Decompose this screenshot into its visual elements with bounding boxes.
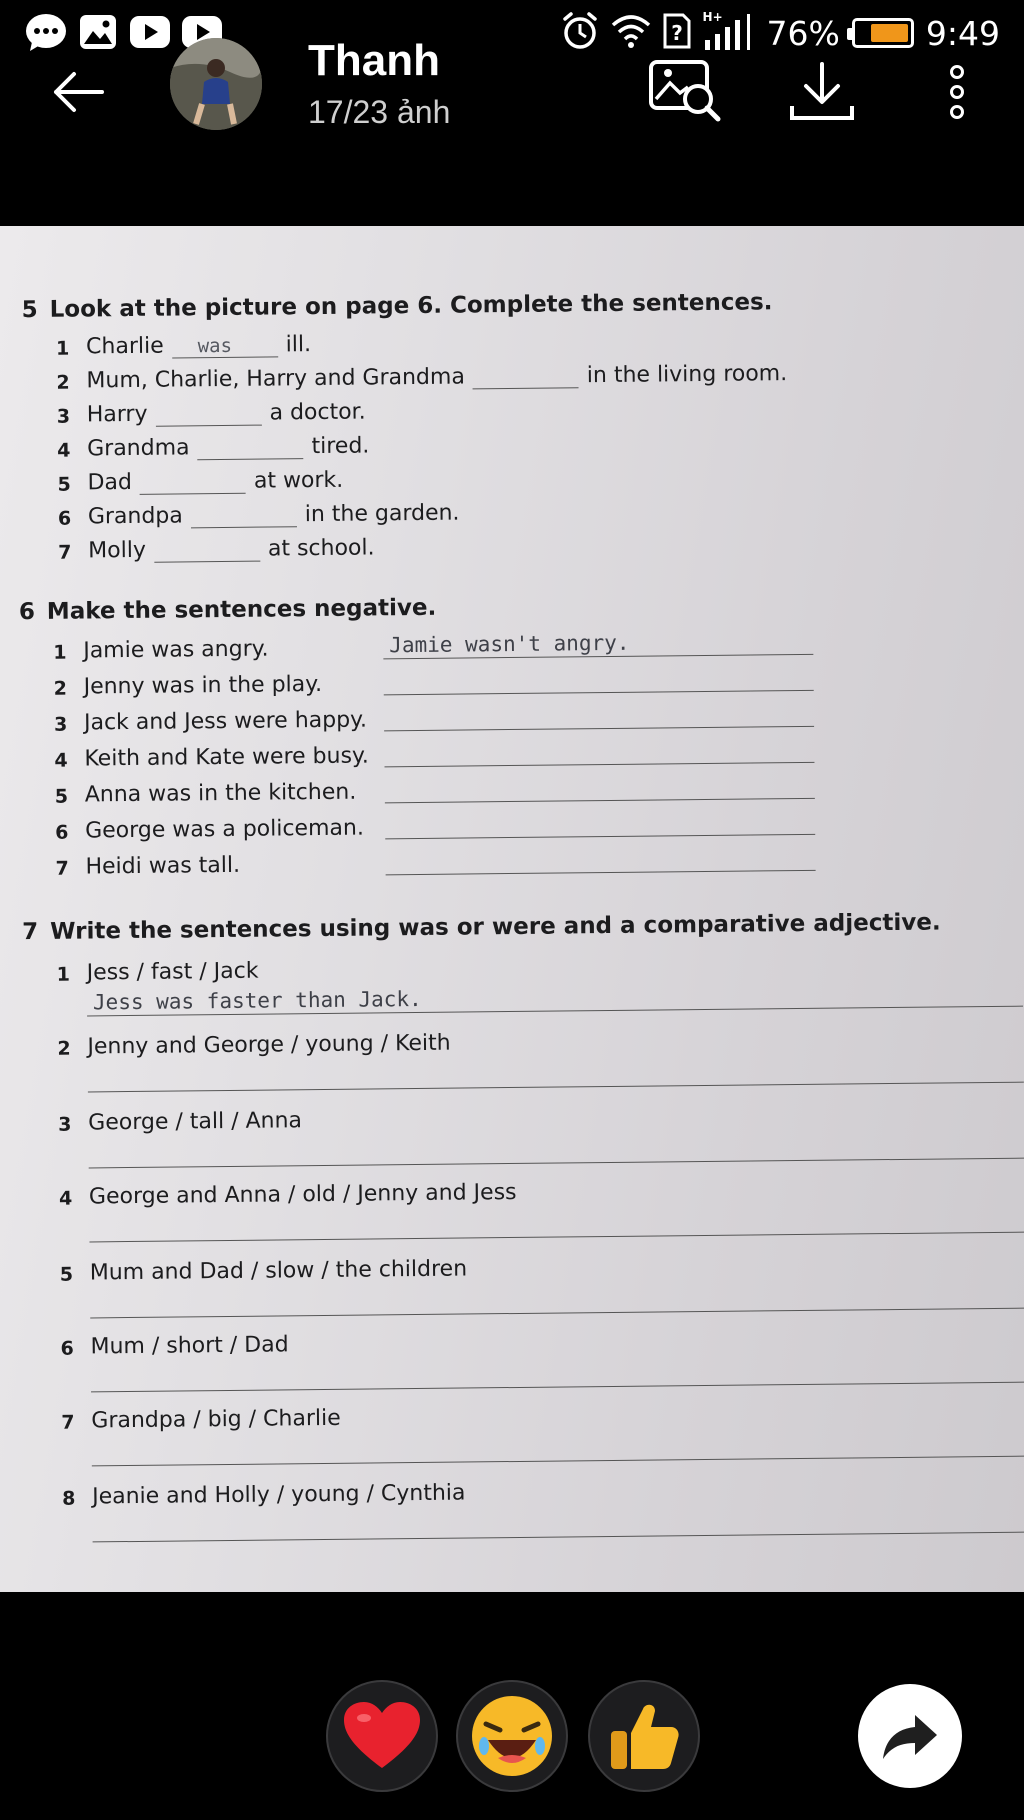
item-number: 5 [54, 785, 69, 808]
item-text: Mum / short / Dad [90, 1332, 289, 1360]
item-text: Jess / fast / Jack [86, 958, 259, 986]
answer-line [384, 733, 814, 768]
item-text: Anna was in the kitchen. [84, 779, 357, 808]
laugh-reaction-icon [470, 1694, 554, 1778]
item-text: Heidi was tall. [85, 852, 241, 880]
answer-line [385, 769, 815, 804]
item-text: Grandpa [87, 503, 183, 530]
ex7-item [58, 1108, 302, 1136]
item-number: 6 [60, 1337, 74, 1360]
answer-line [88, 1129, 1024, 1169]
battery-percent: 76% [766, 13, 840, 53]
exercise-6-heading [19, 595, 437, 625]
more-button[interactable] [932, 52, 982, 132]
exercise-7-heading [22, 910, 941, 946]
photo-viewer[interactable] [0, 226, 1024, 1592]
ex5-item [57, 400, 366, 428]
item-text: George and Anna / old / Jenny and Jess [88, 1179, 517, 1210]
item-text: Jeanie and Holly / young / Cynthia [92, 1480, 466, 1510]
answer-line [385, 805, 815, 840]
item-text: Jamie was angry. [83, 636, 269, 664]
answer-blank [191, 503, 297, 528]
item-number: 3 [53, 713, 68, 736]
answer-blank [172, 333, 278, 358]
laugh-reaction-button[interactable] [456, 1680, 568, 1792]
ex7-item [59, 1180, 517, 1210]
item-text: Jenny and George / young / Keith [87, 1030, 451, 1060]
network-label: H+ [702, 10, 723, 24]
exercise-title: Look at the picture on page 6. Complete the sentences. [49, 289, 773, 323]
item-number: 3 [56, 405, 71, 428]
ex6-item [53, 637, 269, 664]
answer-blank [155, 402, 261, 427]
item-text: George / tall / Anna [88, 1108, 303, 1136]
item-text: tired. [311, 433, 370, 460]
answer-blank [197, 435, 303, 460]
item-text: Grandpa / big / Charlie [91, 1405, 341, 1434]
ex7-item [62, 1481, 466, 1510]
answer-line [91, 1353, 1024, 1393]
ex5-item [57, 433, 369, 461]
item-number: 7 [55, 857, 69, 880]
answer-line [383, 625, 813, 660]
ex6-item [54, 743, 369, 771]
clock: 9:49 [925, 13, 1000, 53]
item-number: 4 [54, 749, 68, 772]
avatar[interactable] [170, 38, 262, 130]
item-number: 5 [59, 1263, 74, 1286]
download-icon [788, 60, 856, 124]
handwritten-answer: was [197, 334, 233, 358]
item-text: Harry [86, 401, 148, 428]
item-text: in the living room. [586, 361, 788, 389]
exercise-number: 5 [21, 296, 38, 324]
item-number: 2 [57, 1037, 71, 1060]
item-number: 4 [58, 1187, 73, 1210]
answer-line [92, 1427, 1024, 1467]
item-number: 6 [55, 821, 69, 844]
ex6-item [55, 853, 240, 880]
photo-counter: 17/23 ảnh [308, 94, 451, 130]
exercise-title: Make the sentences negative. [46, 594, 437, 625]
item-number: 3 [58, 1113, 72, 1136]
handwritten-answer: Jess was faster than Jack. [92, 986, 422, 1015]
item-text: a doctor. [269, 399, 366, 426]
answer-blank [140, 470, 246, 495]
sender-name: Thanh [308, 36, 440, 85]
ex5-item [57, 468, 343, 496]
item-number: 1 [53, 641, 67, 664]
exercise-number: 6 [18, 598, 36, 626]
item-text: ill. [285, 332, 312, 358]
worksheet-page [0, 226, 1024, 1592]
ex7-item [60, 1256, 468, 1285]
answer-line [90, 1279, 1024, 1319]
image-search-icon [648, 59, 724, 125]
ex6-item [55, 780, 357, 808]
item-text: at school. [267, 535, 375, 562]
more-vertical-icon [947, 64, 967, 120]
ex5-item [56, 332, 311, 360]
ex5-item [58, 501, 460, 530]
item-text: Keith and Kate were busy. [84, 743, 369, 772]
answer-line [385, 841, 815, 876]
answer-line [384, 697, 814, 732]
ex7-item [61, 1406, 341, 1434]
share-button[interactable] [858, 1684, 962, 1788]
item-text: Mum, Charlie, Harry and Grandma [86, 364, 465, 394]
item-number: 5 [57, 473, 71, 496]
item-text: George was a policeman. [85, 815, 365, 844]
item-text: at work. [253, 467, 344, 494]
item-number: 4 [57, 439, 71, 462]
back-arrow-icon [50, 68, 106, 116]
item-text: Jenny was in the play. [83, 671, 323, 700]
ex7-item [57, 959, 259, 986]
item-number: 2 [56, 371, 70, 394]
ex6-item [55, 816, 364, 844]
answer-line [383, 661, 813, 696]
download-button[interactable] [786, 52, 858, 132]
item-number: 6 [57, 507, 72, 530]
ex7-item [57, 1031, 450, 1060]
item-text: Molly [88, 537, 147, 564]
back-button[interactable] [46, 60, 110, 124]
handwritten-answer: Jamie wasn't angry. [389, 630, 630, 658]
item-number: 1 [56, 963, 71, 986]
item-text: in the garden. [304, 500, 460, 528]
like-reaction-button[interactable] [588, 1680, 700, 1792]
ex6-item [54, 672, 323, 700]
exercise-number: 7 [22, 918, 39, 946]
ex7-item [60, 1332, 288, 1359]
item-text: Jack and Jess were happy. [83, 707, 368, 736]
answer-line [92, 1503, 1024, 1543]
item-number: 7 [58, 541, 72, 564]
item-number: 2 [53, 677, 68, 700]
item-number: 7 [61, 1411, 75, 1434]
item-number: 8 [62, 1487, 76, 1510]
answer-blank [473, 364, 579, 389]
heart-reaction-icon [342, 1700, 422, 1772]
answer-line [89, 1203, 1024, 1243]
share-arrow-icon [881, 1711, 939, 1761]
item-text: Charlie [85, 333, 164, 360]
like-reaction-icon [605, 1697, 683, 1775]
item-number: 1 [55, 337, 70, 360]
svg-text:?: ? [670, 21, 683, 45]
item-text: Dad [87, 469, 133, 496]
ex6-item [54, 708, 367, 736]
viewer-header [0, 30, 1024, 140]
image-search-button[interactable] [646, 52, 726, 132]
answer-line [88, 1053, 1024, 1093]
ex5-item [56, 361, 787, 394]
heart-reaction-button[interactable] [326, 1680, 438, 1792]
ex5-item [58, 535, 375, 563]
exercise-5-heading [22, 289, 773, 323]
answer-blank [154, 538, 260, 563]
item-text: Mum and Dad / slow / the children [89, 1256, 468, 1286]
item-text: Grandma [87, 435, 190, 462]
exercise-title: Write the sentences using was or were and a comparative adjective. [50, 909, 941, 945]
